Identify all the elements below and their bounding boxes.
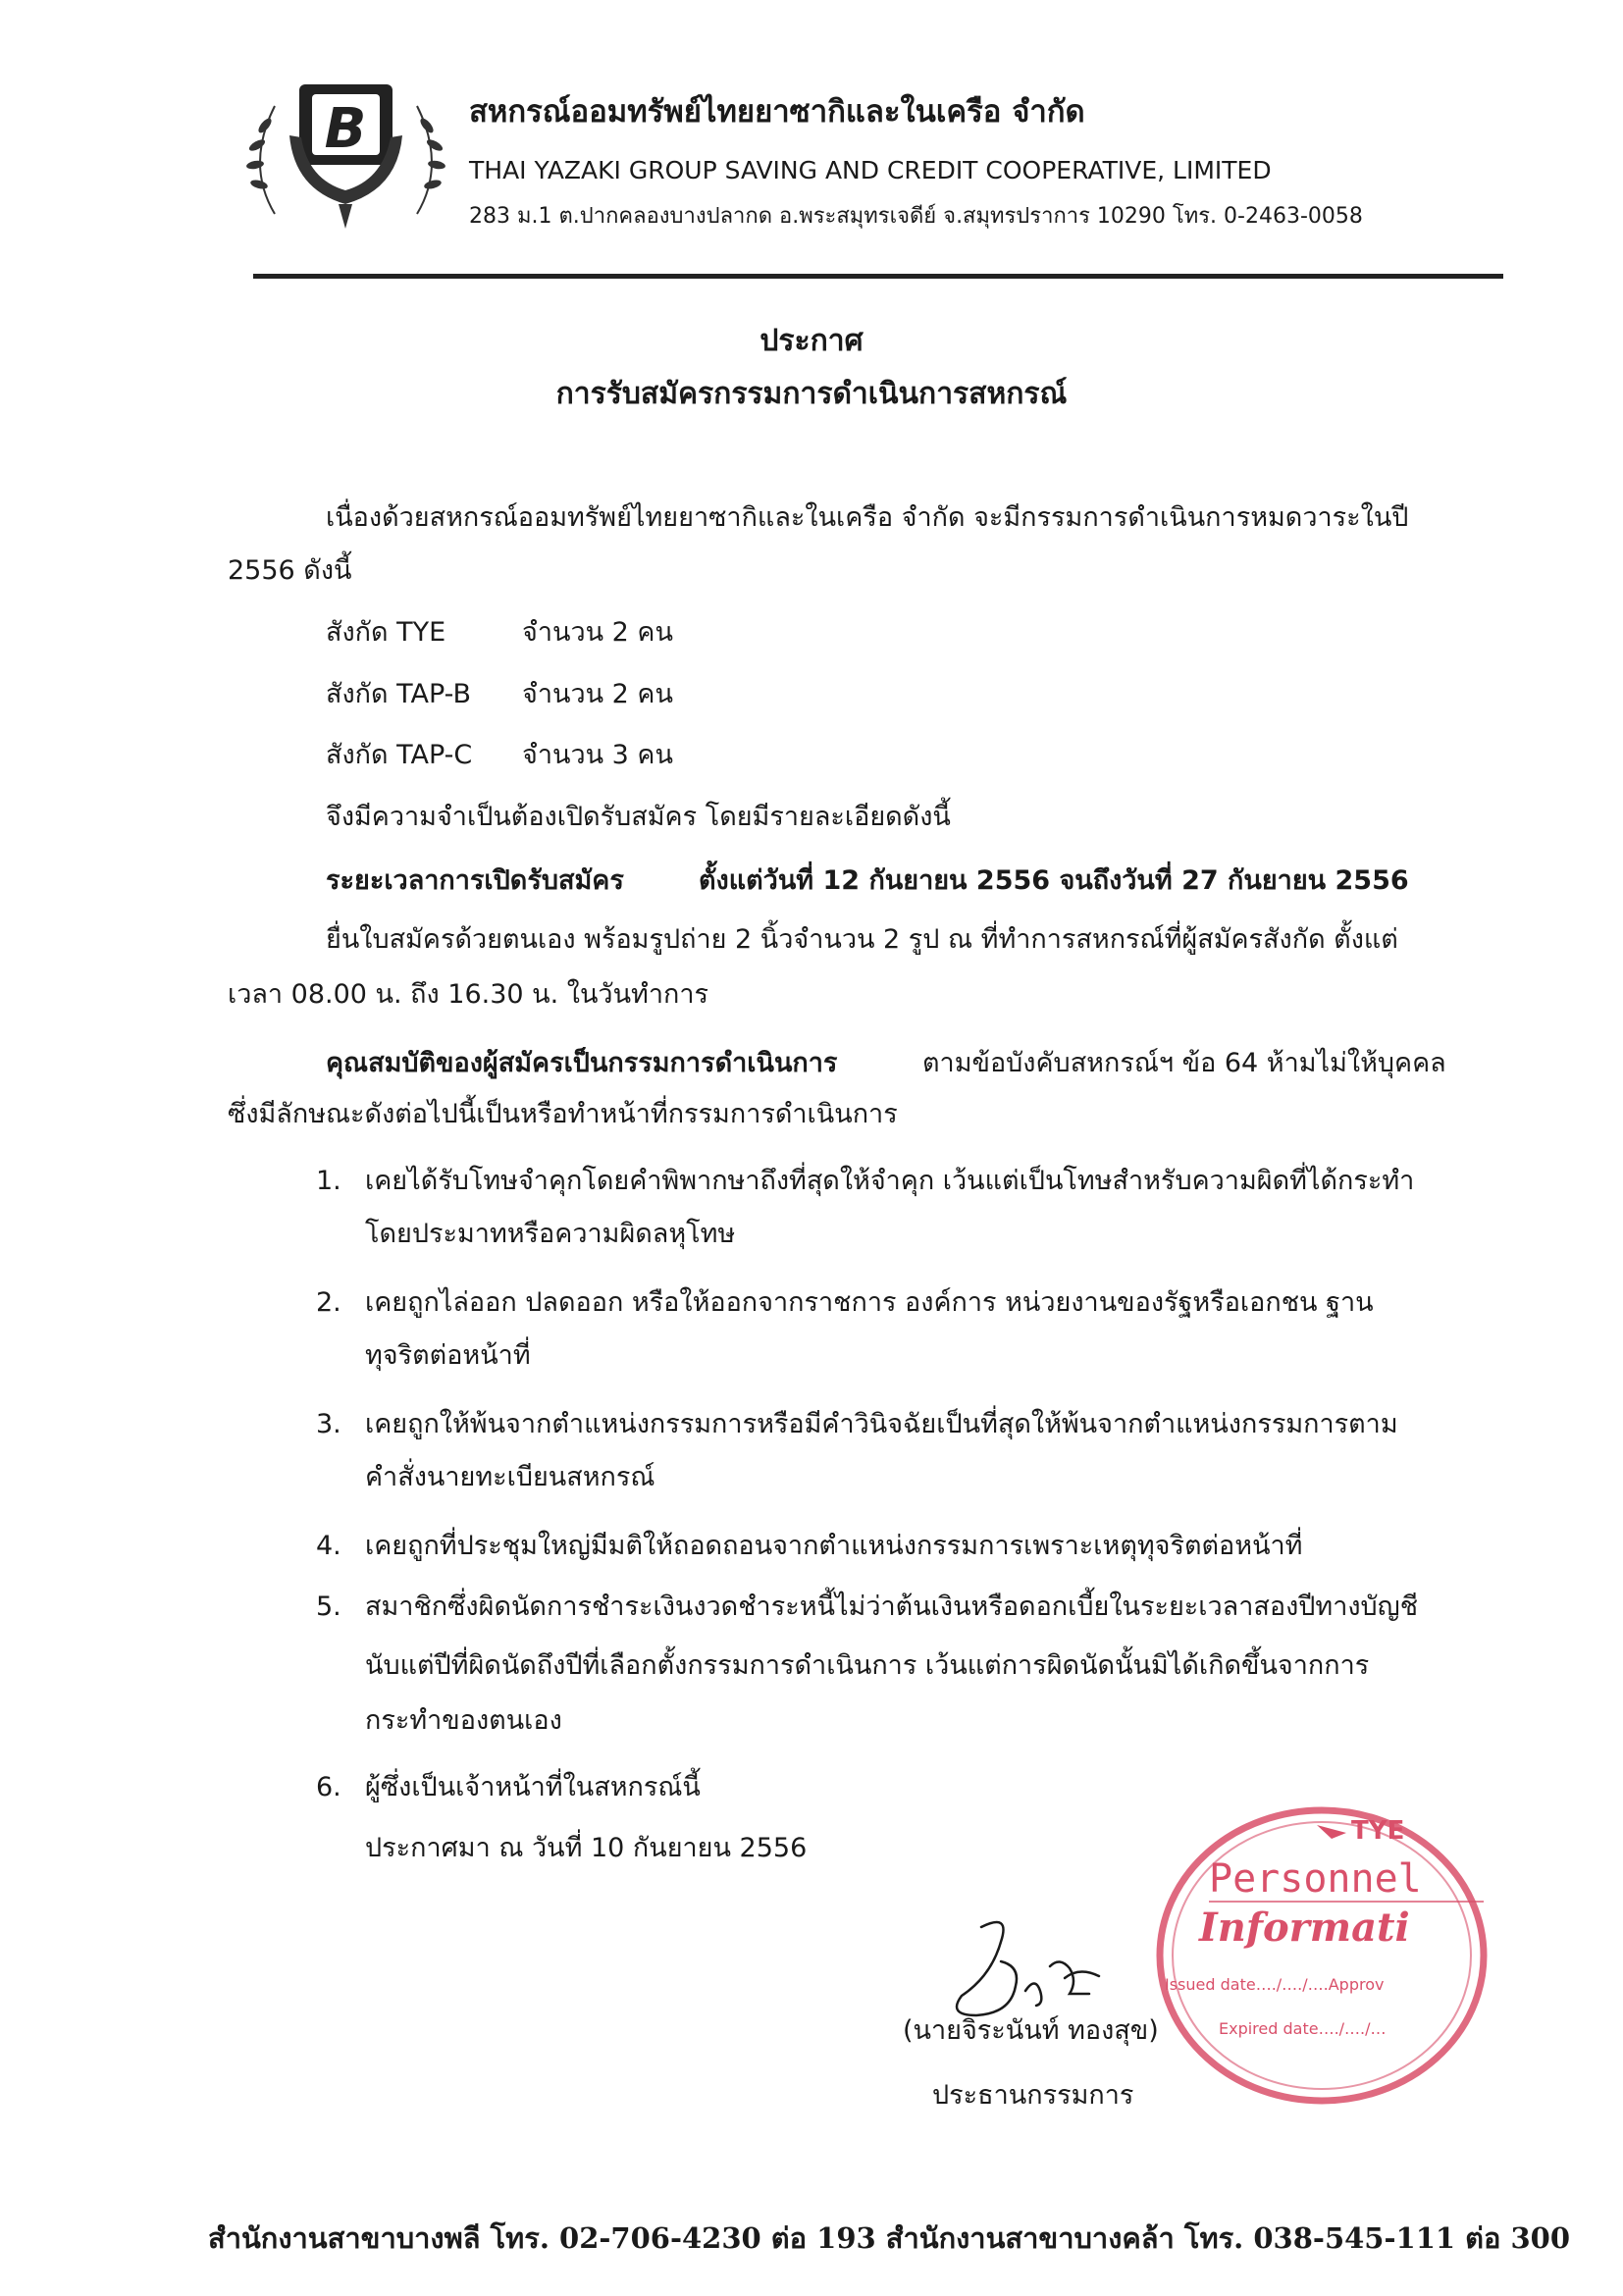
qualification-label: คุณสมบัติของผู้สมัครเป็นกรรมการดำเนินการ — [326, 1048, 838, 1078]
signer-position: ประธานกรรมการ — [932, 2080, 1134, 2111]
quota-count: จำนวน 2 คน — [522, 679, 673, 709]
quota-unit: สังกัด TAP-B — [326, 679, 471, 709]
item-line: กระทำของตนเอง — [365, 1705, 562, 1736]
branch-offices-footer: สำนักงานสาขาบางพลี โทร. 02-706-4230 ต่อ 193 สำนักงานสาขาบางคล้า โทร. 038-545-111 ต่อ 300 — [208, 2221, 1571, 2255]
qualification-text: ตามข้อบังคับสหกรณ์ฯ ข้อ 64 ห้ามไม่ให้บุคคล — [922, 1048, 1446, 1078]
item-line: นับแต่ปีที่ผิดนัดถึงปีที่เลือกตั้งกรรมการดำเนินการ เว้นแต่การผิดนัดนั้นมิได้เกิดขึ้นจากการ — [365, 1650, 1370, 1681]
svg-text:Personnel: Personnel — [1209, 1856, 1422, 1902]
period-dates: ตั้งแต่วันที่ 12 กันยายน 2556 จนถึงวันที่ 27 กันยายน 2556 — [699, 865, 1409, 896]
personnel-information-stamp — [1150, 1794, 1493, 2108]
item-number: 3. — [316, 1409, 341, 1439]
item-number: 2. — [316, 1287, 341, 1318]
item-number: 1. — [316, 1166, 341, 1196]
announcement-title: ประกาศ — [759, 324, 864, 358]
period-instruction: ยื่นใบสมัครด้วยตนเอง พร้อมรูปถ่าย 2 นิ้วจำนวน 2 รูป ณ ที่ทำการสหกรณ์ที่ผู้สมัครสังกัด ตั้งแต่ — [326, 924, 1398, 955]
intro-line-2: 2556 ดังนี้ — [228, 555, 352, 586]
item-line: เคยถูกไล่ออก ปลดออก หรือให้ออกจากราชการ องค์การ หน่วยงานของรัฐหรือเอกชน ฐาน — [365, 1287, 1374, 1318]
quota-unit: สังกัด TAP-C — [326, 740, 473, 770]
item-line: โดยประมาทหรือความผิดลหุโทษ — [365, 1219, 736, 1249]
need-statement: จึงมีความจำเป็นต้องเปิดรับสมัคร โดยมีรายละเอียดดังนี้ — [326, 802, 951, 832]
item-line: คำสั่งนายทะเบียนสหกรณ์ — [365, 1462, 655, 1492]
quota-count: จำนวน 2 คน — [522, 617, 673, 648]
quota-count: จำนวน 3 คน — [522, 740, 673, 770]
item-line: ผู้ซึ่งเป็นเจ้าหน้าที่ในสหกรณ์นี้ — [365, 1772, 701, 1802]
svg-text:Informati: Informati — [1199, 1905, 1410, 1951]
org-name-english: THAI YAZAKI GROUP SAVING AND CREDIT COOPERATIVE, LIMITED — [469, 156, 1272, 184]
item-line: เคยได้รับโทษจำคุกโดยคำพิพากษาถึงที่สุดให้จำคุก เว้นแต่เป็นโทษสำหรับความผิดที่ได้กระทำ — [365, 1166, 1415, 1196]
org-name-thai: สหกรณ์ออมทรัพย์ไทยยาซากิและในเครือ จำกัด — [469, 94, 1085, 130]
intro-line-1: เนื่องด้วยสหกรณ์ออมทรัพย์ไทยยาซากิและในเครือ จำกัด จะมีกรรมการดำเนินการหมดวาระในปี — [326, 502, 1409, 533]
svg-text:B: B — [324, 97, 367, 161]
svg-text:Expired date…./…./…: Expired date…./…./… — [1219, 2019, 1387, 2038]
item-line: เคยถูกให้พ้นจากตำแหน่งกรรมการหรือมีคำวินิจฉัยเป็นที่สุดให้พ้นจากตำแหน่งกรรมการตาม — [365, 1409, 1398, 1439]
item-line: เคยถูกที่ประชุมใหญ่มีมติให้ถอดถอนจากตำแหน่งกรรมการเพราะเหตุทุจริตต่อหน้าที่ — [365, 1531, 1303, 1561]
period-hours: เวลา 08.00 น. ถึง 16.30 น. ในวันทำการ — [228, 979, 709, 1010]
signer-name: (นายจิระนันท์ ทองสุข) — [903, 2015, 1159, 2046]
quota-unit: สังกัด TYE — [326, 617, 446, 648]
svg-text:Issued date…./…./….Approv: Issued date…./…./….Approv — [1165, 1975, 1385, 1994]
item-line: ทุจริตต่อหน้าที่ — [365, 1340, 531, 1371]
announce-date: ประกาศมา ณ วันที่ 10 กันยายน 2556 — [365, 1833, 808, 1863]
cooperative-logo — [236, 67, 456, 243]
announcement-subtitle: การรับสมัครกรรมการดำเนินการสหกรณ์ — [555, 377, 1068, 411]
header-divider — [253, 274, 1503, 279]
item-number: 4. — [316, 1531, 341, 1561]
period-label: ระยะเวลาการเปิดรับสมัคร — [326, 865, 624, 896]
qualification-line-2: ซึ่งมีลักษณะดังต่อไปนี้เป็นหรือทำหน้าที่กรรมการดำเนินการ — [228, 1099, 898, 1129]
item-number: 6. — [316, 1772, 341, 1802]
svg-text:TYE: TYE — [1351, 1816, 1405, 1846]
item-line: สมาชิกซึ่งผิดนัดการชำระเงินงวดชำระหนี้ไม่ว่าต้นเงินหรือดอกเบี้ยในระยะเวลาสองปีทางบัญชี — [365, 1592, 1419, 1622]
item-number: 5. — [316, 1592, 341, 1622]
org-address: 283 ม.1 ต.ปากคลองบางปลากด อ.พระสมุทรเจดีย์ จ.สมุทรปราการ 10290 โทร. 0-2463-0058 — [469, 204, 1363, 229]
